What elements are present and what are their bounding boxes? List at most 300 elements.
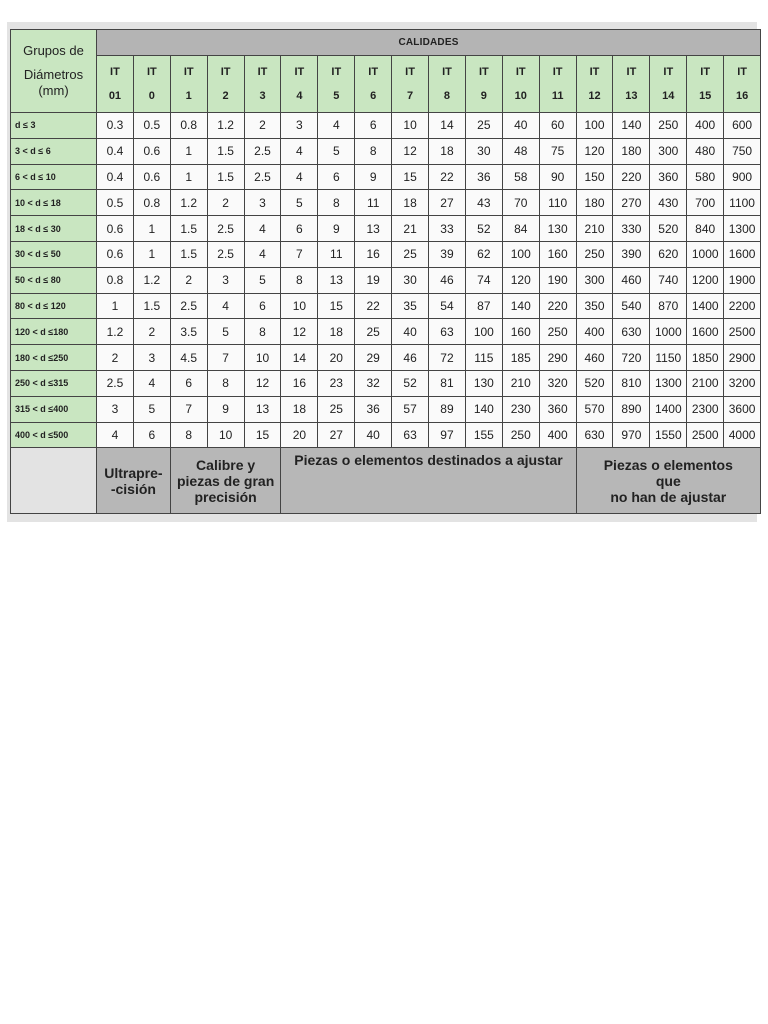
tolerance-cell: 0.6 [133, 138, 170, 164]
tolerance-cell: 52 [392, 370, 429, 396]
tolerance-cell: 20 [318, 345, 355, 371]
tolerance-cell: 400 [576, 319, 613, 345]
category-line: no han de ajustar [610, 488, 727, 505]
tolerance-cell: 190 [539, 267, 576, 293]
tolerance-cell: 63 [429, 319, 466, 345]
grade-prefix: IT [146, 65, 157, 78]
diameter-range-cell: 250 < d ≤315 [11, 370, 97, 396]
tolerance-cell: 180 [613, 138, 650, 164]
tolerance-cell: 5 [281, 190, 318, 216]
tolerance-cell: 185 [502, 345, 539, 371]
grade-number: 8 [443, 89, 451, 102]
grade-number: 01 [108, 89, 122, 102]
tolerance-cell: 630 [576, 422, 613, 448]
tolerance-cell: 1.5 [133, 293, 170, 319]
tolerance-cell: 520 [576, 370, 613, 396]
grade-prefix: IT [737, 65, 747, 78]
grade-header [465, 56, 502, 113]
tolerance-cell: 1150 [650, 345, 687, 371]
diameter-range-cell: 400 < d ≤500 [11, 422, 97, 448]
tolerance-cell: 22 [429, 164, 466, 190]
tolerance-cell: 6 [318, 164, 355, 190]
tolerance-cell: 12 [392, 138, 429, 164]
tolerance-cell: 2100 [687, 370, 724, 396]
tolerance-cell: 30 [392, 267, 429, 293]
tolerance-cell: 0.8 [97, 267, 134, 293]
tolerance-cell: 520 [650, 216, 687, 242]
grade-prefix: IT [294, 65, 305, 78]
grade-number: 3 [259, 89, 266, 102]
tolerance-cell: 100 [465, 319, 502, 345]
diameter-range-cell: 3 < d ≤ 6 [11, 138, 97, 164]
tolerance-cell: 540 [613, 293, 650, 319]
tolerance-cell: 390 [613, 241, 650, 267]
grade-header [429, 56, 466, 113]
tolerance-cell: 14 [281, 345, 318, 371]
tolerance-cell: 7 [281, 241, 318, 267]
grade-prefix: IT [478, 65, 489, 78]
tolerance-cell: 0.3 [97, 113, 134, 139]
tolerance-cell: 1.5 [207, 164, 244, 190]
diameter-range-cell: d ≤ 3 [11, 113, 97, 139]
grade-header [502, 56, 539, 113]
tolerance-cell: 3 [281, 113, 318, 139]
tolerance-cell: 2 [170, 267, 207, 293]
tolerance-cell: 2.5 [97, 370, 134, 396]
grade-number: 13 [625, 89, 638, 102]
category-line: piezas de gran [176, 472, 275, 489]
category-line: Calibre y [196, 456, 256, 473]
tolerance-cell: 25 [355, 319, 392, 345]
tolerance-cell: 4 [244, 216, 281, 242]
tolerance-cell: 12 [244, 370, 281, 396]
qualities-header: CALIDADES [97, 30, 761, 56]
tolerance-cell: 33 [429, 216, 466, 242]
usage-category-cell [576, 448, 760, 514]
grade-number: 10 [514, 89, 527, 102]
tolerance-cell: 46 [392, 345, 429, 371]
category-line: Piezas o elementos [603, 456, 733, 473]
tolerance-cell: 630 [613, 319, 650, 345]
grade-number: 12 [588, 89, 601, 102]
tolerance-cell: 0.6 [97, 241, 134, 267]
table-row [11, 216, 761, 242]
tolerance-cell: 120 [576, 138, 613, 164]
tolerance-cell: 3 [207, 267, 244, 293]
grade-header [355, 56, 392, 113]
tolerance-cell: 32 [355, 370, 392, 396]
grade-number: 14 [662, 89, 675, 102]
table-row [11, 422, 761, 448]
tolerance-cell: 270 [613, 190, 650, 216]
tolerance-cell: 1.2 [170, 190, 207, 216]
tolerance-cell: 400 [687, 113, 724, 139]
tolerance-cell: 5 [133, 396, 170, 422]
tolerance-cell: 13 [355, 216, 392, 242]
grade-prefix: IT [663, 65, 674, 78]
tolerance-cell: 430 [650, 190, 687, 216]
grade-prefix: IT [700, 65, 711, 78]
tolerance-cell: 57 [392, 396, 429, 422]
tolerance-cell: 1100 [724, 190, 761, 216]
grade-header [207, 56, 244, 113]
grade-header [650, 56, 687, 113]
category-line: -cisión [110, 480, 156, 497]
tolerance-cell: 63 [392, 422, 429, 448]
tolerance-cell: 1.2 [133, 267, 170, 293]
category-row [11, 448, 761, 514]
diameter-range-cell: 18 < d ≤ 30 [11, 216, 97, 242]
tolerance-cell: 1 [170, 138, 207, 164]
tolerance-cell: 40 [502, 113, 539, 139]
tolerance-cell: 1 [97, 293, 134, 319]
header-line: Diámetros [23, 67, 84, 82]
tolerance-cell: 460 [576, 345, 613, 371]
tolerance-cell: 1.2 [97, 319, 134, 345]
tolerance-cell: 10 [244, 345, 281, 371]
grade-header [613, 56, 650, 113]
tolerance-cell: 87 [465, 293, 502, 319]
tolerance-cell: 3200 [724, 370, 761, 396]
tolerance-cell: 5 [207, 319, 244, 345]
tolerance-cell: 0.5 [97, 190, 134, 216]
tolerance-cell: 1200 [687, 267, 724, 293]
tolerance-cell: 140 [502, 293, 539, 319]
tolerance-cell: 30 [465, 138, 502, 164]
tolerance-cell: 220 [539, 293, 576, 319]
diameter-range-cell: 120 < d ≤180 [11, 319, 97, 345]
tolerance-cell: 81 [429, 370, 466, 396]
category-line: precisión [194, 488, 257, 505]
grade-number: 9 [480, 89, 487, 102]
tolerance-cell: 25 [465, 113, 502, 139]
grade-number: 11 [551, 89, 564, 102]
tolerance-cell: 320 [539, 370, 576, 396]
grade-number: 16 [735, 89, 749, 102]
tolerance-cell: 460 [613, 267, 650, 293]
tolerance-cell: 18 [281, 396, 318, 422]
tolerance-cell: 1400 [650, 396, 687, 422]
tolerance-cell: 58 [502, 164, 539, 190]
category-line: Piezas o elementos destinados a ajustar [294, 452, 563, 469]
tolerance-cell: 27 [318, 422, 355, 448]
empty-cell [11, 448, 97, 514]
tolerance-cell: 1600 [724, 241, 761, 267]
tolerance-cell: 4.5 [170, 345, 207, 371]
tolerance-cell: 16 [281, 370, 318, 396]
tolerance-cell: 750 [724, 138, 761, 164]
tolerance-cell: 230 [502, 396, 539, 422]
tolerance-cell: 43 [465, 190, 502, 216]
tolerance-cell: 11 [355, 190, 392, 216]
tolerance-cell: 18 [429, 138, 466, 164]
tolerance-cell: 740 [650, 267, 687, 293]
tolerance-cell: 250 [576, 241, 613, 267]
tolerance-cell: 14 [429, 113, 466, 139]
tolerance-cell: 1 [170, 164, 207, 190]
grade-header [687, 56, 724, 113]
tolerance-cell: 480 [687, 138, 724, 164]
tolerance-cell: 4000 [724, 422, 761, 448]
tolerance-cell: 3 [244, 190, 281, 216]
tolerance-cell: 5 [244, 267, 281, 293]
tolerance-cell: 3600 [724, 396, 761, 422]
table-row [11, 345, 761, 371]
grade-prefix: IT [515, 65, 526, 78]
table-row [11, 293, 761, 319]
tolerance-cell: 3 [97, 396, 134, 422]
tolerance-cell: 10 [392, 113, 429, 139]
tolerance-cell: 15 [392, 164, 429, 190]
grade-number: 1 [185, 89, 192, 102]
tolerance-cell: 890 [613, 396, 650, 422]
tolerance-cell: 870 [650, 293, 687, 319]
tolerance-cell: 2500 [724, 319, 761, 345]
tolerance-cell: 10 [281, 293, 318, 319]
grade-header [97, 56, 134, 113]
tolerance-cell: 18 [318, 319, 355, 345]
tolerance-cell: 21 [392, 216, 429, 242]
tolerance-cell: 360 [539, 396, 576, 422]
tolerance-cell: 700 [687, 190, 724, 216]
tolerance-cell: 300 [650, 138, 687, 164]
tolerance-cell: 29 [355, 345, 392, 371]
it-tolerance-table [10, 29, 761, 514]
grade-prefix: IT [589, 65, 600, 78]
tolerance-cell: 810 [613, 370, 650, 396]
grade-prefix: IT [220, 65, 231, 78]
grade-header [133, 56, 170, 113]
tolerance-cell: 23 [318, 370, 355, 396]
tolerance-cell: 39 [429, 241, 466, 267]
tolerance-cell: 1.5 [170, 216, 207, 242]
tolerance-cell: 250 [502, 422, 539, 448]
tolerance-cell: 4 [207, 293, 244, 319]
tolerance-cell: 70 [502, 190, 539, 216]
tolerance-cell: 0.4 [97, 164, 134, 190]
tolerance-cell: 120 [502, 267, 539, 293]
tolerance-cell: 1 [133, 241, 170, 267]
grade-header [576, 56, 613, 113]
tolerance-cell: 8 [207, 370, 244, 396]
tolerance-cell: 8 [170, 422, 207, 448]
tolerance-cell: 5 [318, 138, 355, 164]
tolerance-cell: 1300 [724, 216, 761, 242]
grade-header [724, 56, 761, 113]
usage-category-cell [97, 448, 171, 514]
tolerance-cell: 27 [429, 190, 466, 216]
tolerance-cell: 160 [539, 241, 576, 267]
tolerance-cell: 100 [576, 113, 613, 139]
tolerance-cell: 54 [429, 293, 466, 319]
tolerance-cell: 16 [355, 241, 392, 267]
tolerance-cell: 2 [244, 113, 281, 139]
tolerance-cell: 97 [429, 422, 466, 448]
tolerance-cell: 840 [687, 216, 724, 242]
tolerance-cell: 40 [355, 422, 392, 448]
table-row [11, 190, 761, 216]
tolerance-cell: 0.8 [170, 113, 207, 139]
tolerance-cell: 1000 [687, 241, 724, 267]
tolerance-cell: 1.5 [207, 138, 244, 164]
tolerance-cell: 46 [429, 267, 466, 293]
grade-header [318, 56, 355, 113]
table-row [11, 241, 761, 267]
grade-number: 7 [407, 89, 414, 102]
tolerance-cell: 25 [318, 396, 355, 422]
tolerance-cell: 0.5 [133, 113, 170, 139]
tolerance-cell: 0.8 [133, 190, 170, 216]
tolerance-cell: 48 [502, 138, 539, 164]
tolerance-cell: 580 [687, 164, 724, 190]
tolerance-cell: 19 [355, 267, 392, 293]
tolerance-cell: 150 [576, 164, 613, 190]
tolerance-cell: 290 [539, 345, 576, 371]
tolerance-cell: 4 [281, 164, 318, 190]
tolerance-cell: 8 [281, 267, 318, 293]
tolerance-cell: 89 [429, 396, 466, 422]
category-line: Ultrapre- [104, 464, 163, 481]
grade-header [244, 56, 281, 113]
table-row [11, 164, 761, 190]
tolerance-cell: 52 [465, 216, 502, 242]
grade-prefix: IT [110, 65, 120, 78]
tolerance-cell: 36 [355, 396, 392, 422]
tolerance-cell: 970 [613, 422, 650, 448]
tolerance-cell: 210 [576, 216, 613, 242]
tolerance-cell: 6 [244, 293, 281, 319]
table-row [11, 319, 761, 345]
tolerance-cell: 84 [502, 216, 539, 242]
tolerance-cell: 180 [576, 190, 613, 216]
tolerance-cell: 1300 [650, 370, 687, 396]
grade-number: 5 [333, 89, 340, 102]
diameter-range-cell: 315 < d ≤400 [11, 396, 97, 422]
tolerance-cell: 1550 [650, 422, 687, 448]
tolerance-cell: 400 [539, 422, 576, 448]
table-row [11, 138, 761, 164]
table-row [11, 370, 761, 396]
tolerance-cell: 4 [318, 113, 355, 139]
tolerance-cell: 250 [650, 113, 687, 139]
tolerance-cell: 2.5 [244, 138, 281, 164]
tolerance-cell: 9 [207, 396, 244, 422]
tolerance-cell: 1 [133, 216, 170, 242]
tolerance-cell: 2300 [687, 396, 724, 422]
tolerance-cell: 360 [650, 164, 687, 190]
tolerance-cell: 155 [465, 422, 502, 448]
tolerance-cell: 2500 [687, 422, 724, 448]
tolerance-cell: 2.5 [207, 241, 244, 267]
tolerance-cell: 2.5 [170, 293, 207, 319]
grade-number: 6 [370, 89, 377, 102]
tolerance-cell: 100 [502, 241, 539, 267]
tolerance-cell: 18 [392, 190, 429, 216]
tolerance-cell: 6 [281, 216, 318, 242]
tolerance-cell: 8 [244, 319, 281, 345]
table-row [11, 113, 761, 139]
table-row [11, 267, 761, 293]
tolerance-cell: 620 [650, 241, 687, 267]
category-line: que [655, 472, 681, 489]
tolerance-cell: 74 [465, 267, 502, 293]
usage-category-cell [170, 448, 281, 514]
diameter-range-cell: 180 < d ≤250 [11, 345, 97, 371]
tolerance-cell: 8 [318, 190, 355, 216]
tolerance-cell: 1.5 [170, 241, 207, 267]
tolerance-cell: 2200 [724, 293, 761, 319]
grade-number: 15 [699, 89, 712, 102]
tolerance-cell: 570 [576, 396, 613, 422]
grade-prefix: IT [405, 65, 415, 78]
tolerance-cell: 3.5 [170, 319, 207, 345]
tolerance-cell: 4 [281, 138, 318, 164]
grade-prefix: IT [552, 65, 563, 78]
usage-category-cell [281, 448, 576, 514]
tolerance-cell: 2.5 [244, 164, 281, 190]
grade-header [539, 56, 576, 113]
tolerance-cell: 2900 [724, 345, 761, 371]
tolerance-cell: 25 [392, 241, 429, 267]
tolerance-cell: 60 [539, 113, 576, 139]
tolerance-cell: 62 [465, 241, 502, 267]
tolerance-cell: 2 [207, 190, 244, 216]
tolerance-cell: 4 [244, 241, 281, 267]
tolerance-cell: 130 [465, 370, 502, 396]
grade-prefix: IT [257, 65, 268, 78]
grade-prefix: IT [368, 65, 379, 78]
tolerance-cell: 220 [613, 164, 650, 190]
tolerance-cell: 13 [244, 396, 281, 422]
tolerance-cell: 2 [97, 345, 134, 371]
tolerance-cell: 140 [465, 396, 502, 422]
tolerance-cell: 0.4 [97, 138, 134, 164]
diameter-range-cell: 10 < d ≤ 18 [11, 190, 97, 216]
diameter-groups-header [11, 30, 97, 113]
tolerance-cell: 1850 [687, 345, 724, 371]
tolerance-cell: 22 [355, 293, 392, 319]
grade-header [392, 56, 429, 113]
tolerance-cell: 140 [613, 113, 650, 139]
tolerance-cell: 9 [355, 164, 392, 190]
tolerance-cell: 75 [539, 138, 576, 164]
tolerance-cell: 20 [281, 422, 318, 448]
tolerance-cell: 8 [355, 138, 392, 164]
tolerance-cell: 160 [502, 319, 539, 345]
grade-prefix: IT [442, 65, 452, 78]
tolerance-cell: 2.5 [207, 216, 244, 242]
tolerance-cell: 6 [170, 370, 207, 396]
tolerance-cell: 15 [318, 293, 355, 319]
grade-header [281, 56, 318, 113]
grade-header [170, 56, 207, 113]
tolerance-cell: 2 [133, 319, 170, 345]
tolerance-cell: 35 [392, 293, 429, 319]
diameter-range-cell: 30 < d ≤ 50 [11, 241, 97, 267]
tolerance-cell: 0.6 [133, 164, 170, 190]
tolerance-cell: 9 [318, 216, 355, 242]
tolerance-cell: 1.2 [207, 113, 244, 139]
diameter-range-cell: 6 < d ≤ 10 [11, 164, 97, 190]
tolerance-cell: 1600 [687, 319, 724, 345]
tolerance-cell: 0.6 [97, 216, 134, 242]
tolerance-cell: 90 [539, 164, 576, 190]
tolerance-cell: 6 [133, 422, 170, 448]
tolerance-cell: 350 [576, 293, 613, 319]
tolerance-cell: 1900 [724, 267, 761, 293]
tolerance-cell: 7 [207, 345, 244, 371]
grade-prefix: IT [331, 65, 342, 78]
